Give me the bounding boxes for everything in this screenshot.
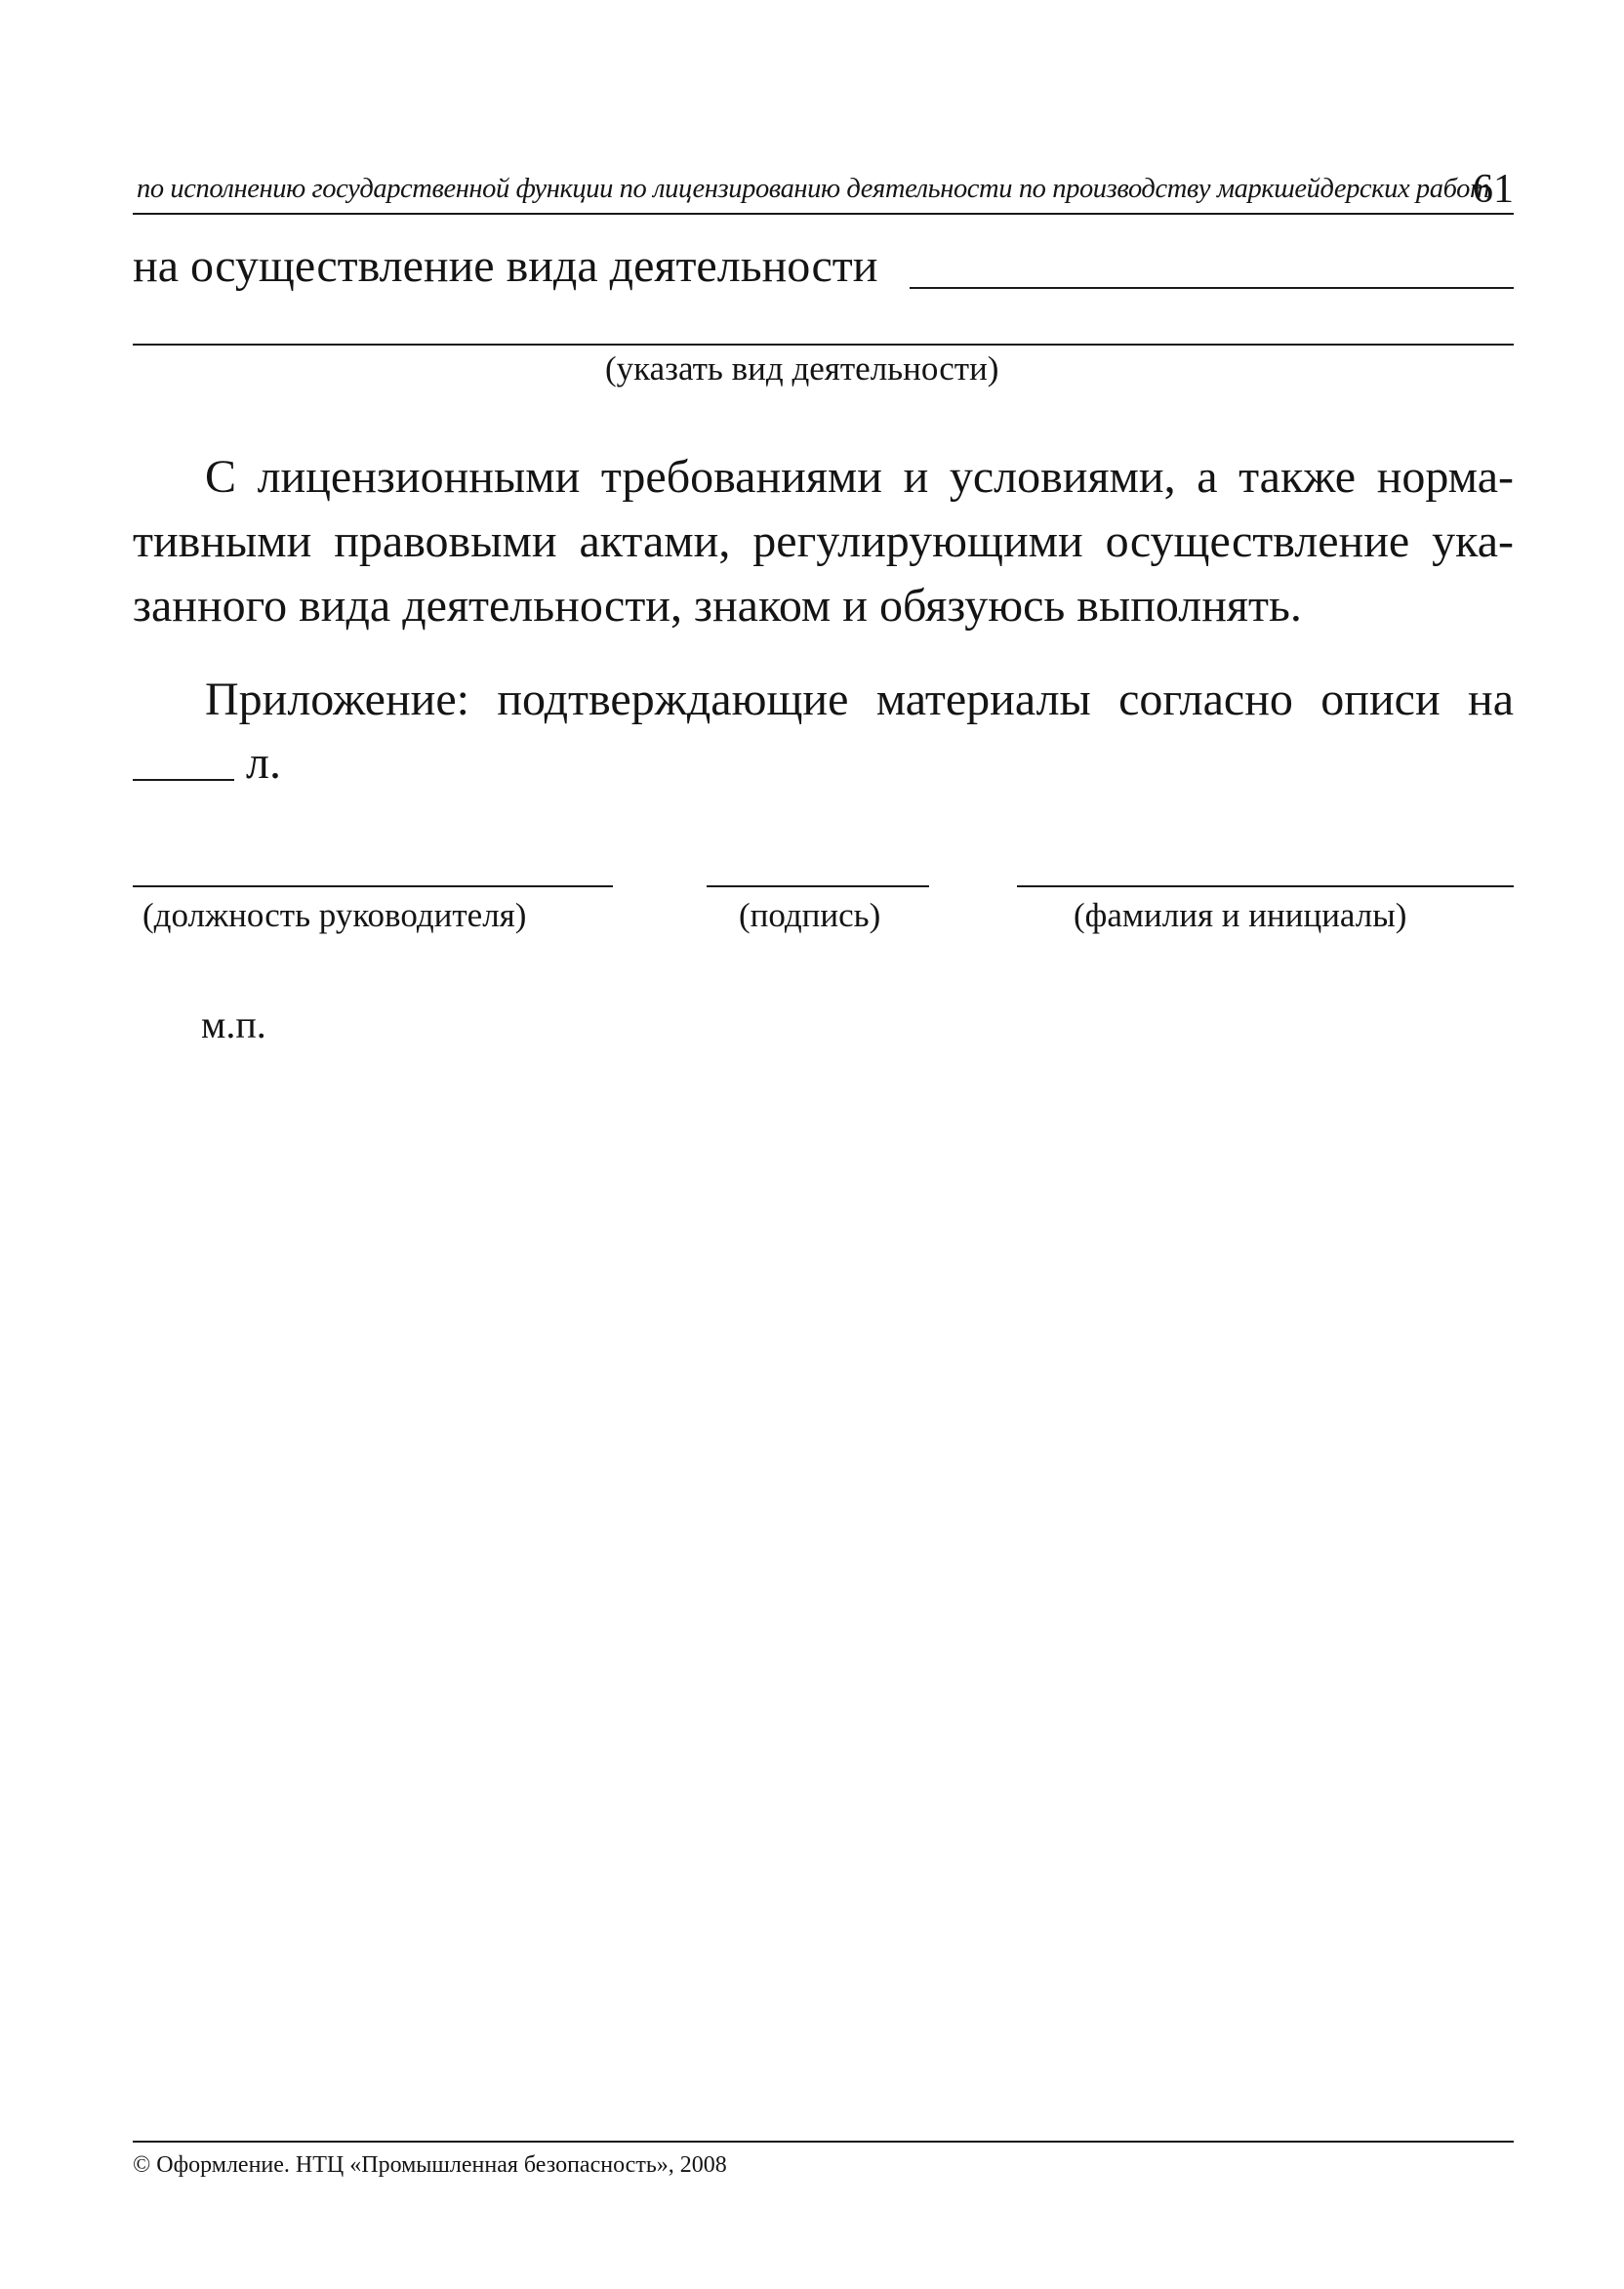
position-fill-line <box>133 885 613 887</box>
activity-fill-line <box>910 287 1514 289</box>
name-caption: (фамилия и инициалы) <box>1074 896 1407 934</box>
footer-copyright: © Оформление. НТЦ «Промышленная безопасность», 2008 <box>133 2152 727 2178</box>
attachment-paragraph <box>133 668 1514 732</box>
signature-fill-line <box>707 885 929 887</box>
paragraph-line: С лицензионными требованиями и условиями, а также норма- <box>205 451 1514 503</box>
signature-caption: (подпись) <box>739 896 881 934</box>
activity-caption: (указать вид деятельности) <box>605 349 999 388</box>
activity-fill-line-2 <box>133 344 1514 346</box>
name-fill-line <box>1017 885 1514 887</box>
position-caption: (должность руководителя) <box>142 896 527 934</box>
footer-rule <box>133 2141 1514 2143</box>
header-rule <box>133 213 1514 215</box>
activity-label: на осуществление вида деятельности <box>133 240 878 292</box>
stamp-label: м.п. <box>201 1002 266 1046</box>
license-requirements-paragraph <box>133 445 1514 638</box>
running-header <box>133 167 1514 215</box>
paragraph-line: тивными правовыми актами, регулирующими осуществление ука- <box>133 515 1514 567</box>
page-number: 61 <box>1473 167 1514 212</box>
sheets-label: л. <box>246 737 281 789</box>
paragraph-line: занного вида деятельности, знаком и обязуюсь выполнять. <box>133 580 1302 632</box>
sheets-count-fill-line <box>133 779 234 781</box>
running-title: по исполнению государственной функции по лицензированию деятельности по производству маркшейдерских работ <box>137 174 1490 204</box>
paragraph-line: Приложение: подтверждающие материалы согласно описи на <box>205 674 1514 725</box>
